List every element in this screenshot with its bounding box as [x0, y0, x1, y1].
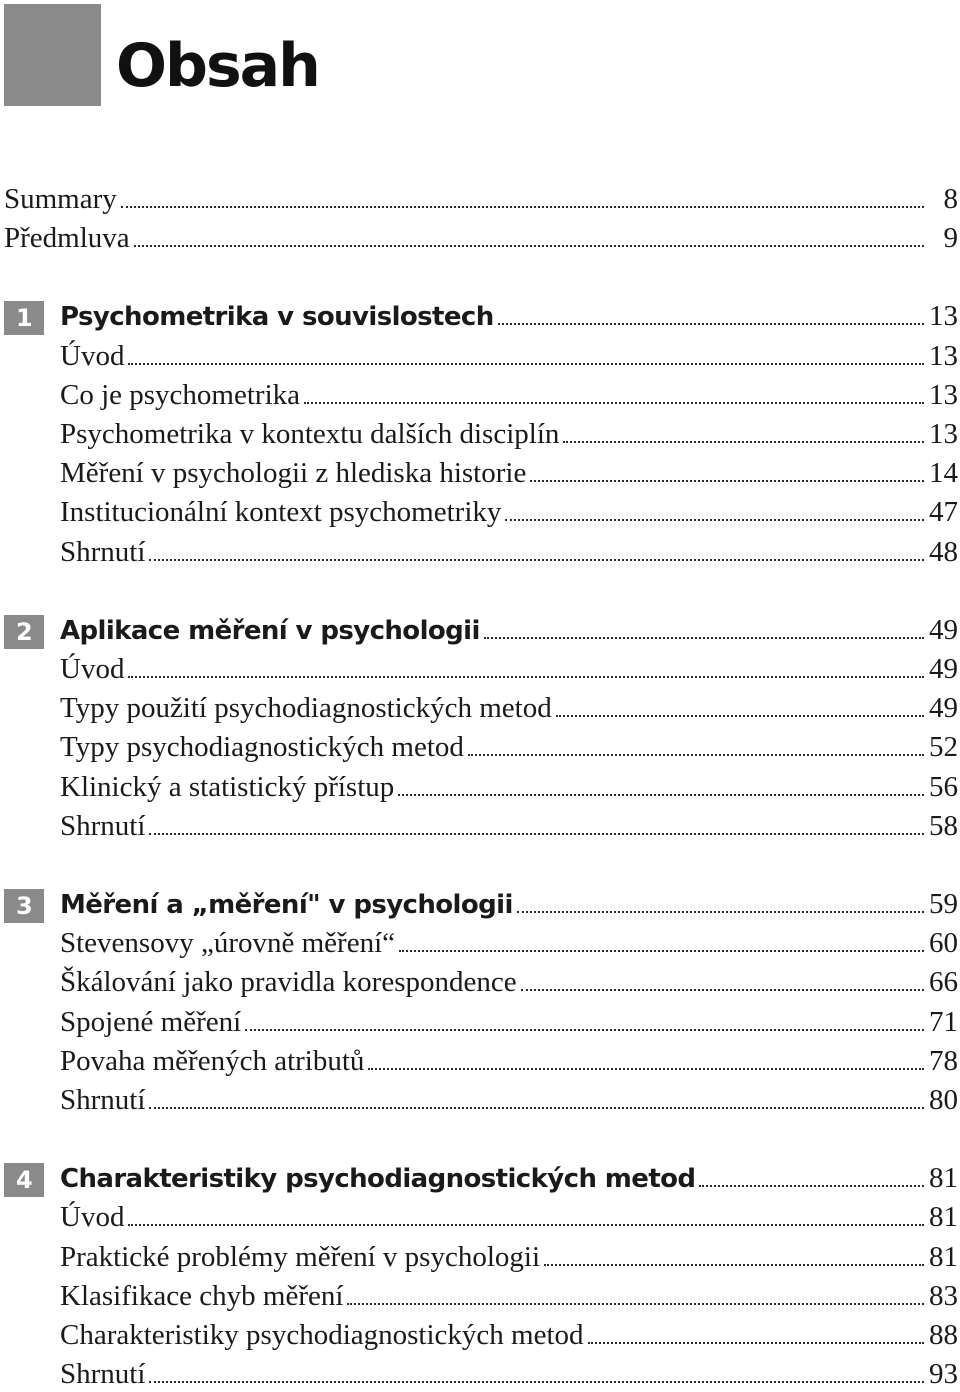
- dot-leader: [530, 480, 924, 482]
- toc-entry-chapter-title: [4, 299, 494, 335]
- dot-leader: [128, 363, 924, 365]
- chapter-number: 2: [4, 615, 44, 649]
- dot-leader: [399, 950, 924, 952]
- dot-leader: [484, 637, 924, 639]
- page-number: 66: [929, 966, 958, 999]
- page-number: 49: [929, 692, 958, 725]
- page-number: 49: [929, 653, 958, 685]
- page-number: 9: [943, 222, 958, 255]
- dot-leader: [128, 676, 924, 678]
- toc-entry-section[interactable]: [4, 1004, 958, 1040]
- toc-entry-section[interactable]: [4, 651, 958, 687]
- toc-entry-chapter-title: [4, 613, 480, 649]
- dot-leader: [588, 1342, 924, 1344]
- page-number: 58: [929, 809, 958, 842]
- toc-entry-chapter[interactable]: [4, 612, 958, 648]
- page-title: Obsah: [116, 31, 319, 101]
- page-number: 60: [929, 927, 958, 960]
- chapter-number: 3: [4, 889, 44, 923]
- page-number: 52: [929, 731, 958, 764]
- page-number: 48: [929, 535, 958, 568]
- toc-entry-chapter-title: [4, 887, 513, 923]
- dot-leader: [149, 559, 924, 561]
- toc-entry-front[interactable]: [4, 220, 958, 256]
- toc-entry-section[interactable]: [4, 808, 958, 844]
- dot-leader: [517, 911, 924, 913]
- toc-entry-section[interactable]: [4, 1199, 958, 1235]
- toc-entry-section[interactable]: [4, 338, 958, 374]
- page-number: 47: [929, 496, 958, 529]
- toc-entry-section-title: Shrnutí: [60, 535, 146, 568]
- toc-entry-section-title: Spojené měření: [60, 1005, 242, 1038]
- page-number: 13: [929, 339, 958, 372]
- toc-entry-front-title: Summary: [4, 183, 117, 215]
- toc-entry-front-title: Předmluva: [4, 222, 130, 255]
- page-number: 81: [929, 1240, 958, 1273]
- dot-leader: [149, 1107, 924, 1109]
- toc-entry-section-title: Shrnutí: [60, 1084, 146, 1116]
- page-number: 80: [929, 1084, 958, 1116]
- chapter-title-text: Psychometrika v souvislostech: [60, 302, 494, 333]
- toc-entry-section[interactable]: [4, 1239, 958, 1275]
- toc-entry-section-title: Typy použití psychodiagnostických metod: [60, 692, 552, 725]
- toc-entry-section-title: Škálování jako pravidla korespondence: [60, 966, 517, 999]
- page-number: 56: [929, 770, 958, 803]
- toc-entry-section-title: Praktické problémy měření v psychologii: [60, 1240, 541, 1273]
- toc-entry-section[interactable]: [4, 534, 958, 570]
- toc-entry-section-title: Shrnutí: [60, 1358, 146, 1391]
- dot-leader: [521, 989, 924, 991]
- page-number: 49: [929, 613, 958, 646]
- dot-leader: [347, 1303, 924, 1305]
- toc-entry-chapter-title: [4, 1161, 695, 1197]
- chapter-title-text: Charakteristiky psychodiagnostických metod: [60, 1164, 696, 1195]
- dot-leader: [699, 1185, 924, 1187]
- page-number: 71: [929, 1005, 958, 1038]
- toc-entry-section[interactable]: [4, 769, 958, 805]
- toc-entry-section[interactable]: [4, 690, 958, 726]
- page-number: 13: [929, 300, 958, 333]
- chapter-title-text: Aplikace měření v psychologii: [60, 615, 480, 646]
- toc-entry-section[interactable]: [4, 925, 958, 961]
- toc-entry-section[interactable]: [4, 1082, 958, 1118]
- dot-leader: [245, 1029, 924, 1031]
- dot-leader: [304, 402, 924, 404]
- toc-entry-section[interactable]: [4, 1356, 958, 1392]
- toc-entry-section[interactable]: [4, 1043, 958, 1079]
- dot-leader: [134, 245, 924, 247]
- page-number: 88: [929, 1319, 958, 1351]
- dot-leader: [544, 1264, 924, 1266]
- toc-entry-section[interactable]: [4, 416, 958, 452]
- page-number: 13: [929, 418, 958, 450]
- toc-entry-section-title: Stevensovy „úrovně měření“: [60, 927, 396, 960]
- dot-leader: [563, 441, 924, 443]
- toc-entry-section[interactable]: [4, 494, 958, 530]
- toc-entry-section-title: Typy psychodiagnostických metod: [60, 731, 464, 764]
- toc-entry-section-title: Klasifikace chyb měření: [60, 1279, 344, 1312]
- dot-leader: [121, 206, 924, 208]
- toc-entry-section-title: Institucionální kontext psychometriky: [60, 496, 502, 529]
- page-number: 59: [929, 888, 958, 920]
- page-number: 78: [929, 1044, 958, 1077]
- page-number: 14: [929, 457, 958, 490]
- page-number: 93: [929, 1358, 958, 1391]
- chapter-title-text: Měření a „měření" v psychologii: [60, 890, 513, 920]
- toc-entry-section-title: Úvod: [60, 1201, 125, 1234]
- toc-entry-section[interactable]: [4, 1278, 958, 1314]
- page-number: 83: [929, 1279, 958, 1312]
- toc-entry-chapter[interactable]: [4, 1160, 958, 1196]
- toc-entry-section-title: Shrnutí: [60, 809, 146, 842]
- toc-entry-section[interactable]: [4, 729, 958, 765]
- toc-entry-section-title: Klinický a statistický přístup: [60, 770, 395, 803]
- toc-entry-section-title: Úvod: [60, 339, 125, 372]
- page-number: 8: [943, 183, 958, 215]
- page-number: 13: [929, 378, 958, 411]
- toc-entry-section-title: Úvod: [60, 653, 125, 685]
- dot-leader: [468, 754, 924, 756]
- dot-leader: [128, 1224, 924, 1226]
- toc-entry-section-title: Psychometrika v kontextu dalších disciplín: [60, 418, 560, 450]
- dot-leader: [398, 794, 924, 796]
- toc-entry-chapter[interactable]: [4, 298, 958, 334]
- dot-leader: [149, 1381, 924, 1383]
- toc-entry-section[interactable]: [4, 377, 958, 413]
- chapter-number: 4: [4, 1163, 44, 1197]
- dot-leader: [368, 1068, 924, 1070]
- toc-entry-section[interactable]: [4, 1317, 958, 1353]
- page-number: 81: [929, 1162, 958, 1195]
- toc-entry-section-title: Co je psychometrika: [60, 378, 301, 411]
- chapter-number: 1: [4, 301, 44, 335]
- toc-entry-section[interactable]: [4, 455, 958, 491]
- dot-leader: [149, 833, 924, 835]
- dot-leader: [505, 519, 924, 521]
- toc-entry-section-title: Měření v psychologii z hlediska historie: [60, 457, 527, 490]
- toc-entry-section[interactable]: [4, 964, 958, 1000]
- toc-entry-section-title: Charakteristiky psychodiagnostických metod: [60, 1319, 584, 1351]
- page-number: 81: [929, 1201, 958, 1234]
- toc-entry-front[interactable]: [4, 181, 958, 217]
- toc-entry-chapter[interactable]: [4, 886, 958, 922]
- toc-entry-section-title: Povaha měřených atributů: [60, 1044, 365, 1077]
- dot-leader: [556, 715, 924, 717]
- dot-leader: [498, 323, 924, 325]
